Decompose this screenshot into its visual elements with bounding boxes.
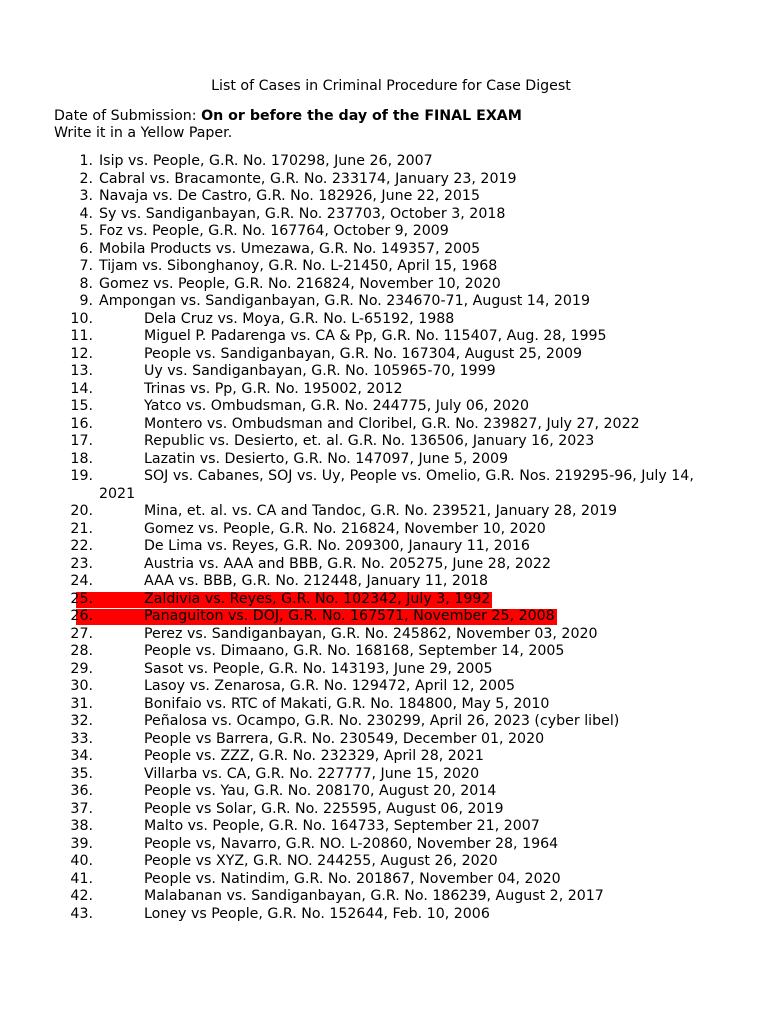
case-citation: People vs Barrera, G.R. No. 230549, December 01, 2020 — [144, 730, 545, 747]
case-item — [0, 171, 768, 189]
case-item — [0, 398, 768, 416]
case-item — [0, 748, 768, 766]
case-item — [0, 258, 768, 276]
case-number: 25. — [70, 590, 93, 607]
case-item — [0, 276, 768, 294]
case-number: 10. — [70, 310, 93, 327]
case-citation: Villarba vs. CA, G.R. No. 227777, June 15, 2020 — [144, 765, 480, 782]
case-number: 37. — [70, 800, 93, 817]
case-number: 5. — [79, 223, 93, 239]
case-item — [0, 468, 768, 503]
case-item — [0, 713, 768, 731]
case-number: 2. — [79, 170, 93, 187]
case-citation: Foz vs. People, G.R. No. 167764, October 9, 2009 — [99, 223, 449, 239]
case-citation: Peñalosa vs. Ocampo, G.R. No. 230299, April 26, 2023 (cyber libel) — [144, 713, 620, 729]
case-number: 24. — [70, 573, 93, 589]
case-number: 27. — [70, 625, 93, 642]
case-citation: Bonifaio vs. RTC of Makati, G.R. No. 184800, May 5, 2010 — [144, 695, 550, 712]
case-citation: Sy vs. Sandiganbayan, G.R. No. 237703, October 3, 2018 — [99, 205, 506, 222]
case-item — [0, 871, 768, 889]
case-item — [0, 328, 768, 346]
case-item — [0, 346, 768, 364]
case-number: 34. — [70, 748, 93, 764]
case-item — [0, 573, 768, 591]
case-number: 17. — [70, 433, 93, 449]
case-number: 39. — [70, 835, 93, 852]
case-item — [0, 363, 768, 381]
case-item — [0, 416, 768, 434]
case-number: 21. — [70, 520, 93, 537]
case-citation: People vs. Yau, G.R. No. 208170, August 20, 2014 — [144, 783, 497, 799]
case-citation: Malabanan vs. Sandiganbayan, G.R. No. 186239, August 2, 2017 — [144, 888, 604, 904]
case-citation: Dela Cruz vs. Moya, G.R. No. L-65192, 1988 — [144, 310, 455, 327]
case-citation: People vs, Navarro, G.R. NO. L-20860, November 28, 1964 — [144, 835, 559, 852]
case-number: 11. — [70, 328, 93, 344]
case-citation: Ampongan vs. Sandiganbayan, G.R. No. 234670-71, August 14, 2019 — [99, 293, 590, 309]
case-item — [0, 661, 768, 679]
case-number: 7. — [79, 258, 93, 274]
case-number: 13. — [70, 363, 93, 379]
case-citation: Republic vs. Desierto, et. al. G.R. No. 136506, January 16, 2023 — [144, 433, 595, 449]
case-citation: Miguel P. Padarenga vs. CA & Pp, G.R. No. 115407, Aug. 28, 1995 — [144, 328, 607, 344]
case-citation: Sasot vs. People, G.R. No. 143193, June 29, 2005 — [144, 660, 493, 677]
case-item — [0, 521, 768, 539]
case-number: 18. — [70, 450, 93, 467]
submission-label: Date of Submission: — [54, 108, 202, 124]
case-number: 26. — [70, 608, 93, 624]
case-list — [0, 153, 768, 923]
case-item — [0, 906, 768, 924]
case-number: 31. — [70, 695, 93, 712]
case-item — [0, 223, 768, 241]
case-citation: Uy vs. Sandiganbayan, G.R. No. 105965-70, 1999 — [144, 363, 496, 379]
case-number: 8. — [79, 275, 93, 292]
case-citation: Cabral vs. Bracamonte, G.R. No. 233174, January 23, 2019 — [99, 170, 517, 187]
case-item — [0, 783, 768, 801]
case-item — [0, 206, 768, 224]
case-item — [0, 591, 768, 609]
case-citation: People vs Solar, G.R. No. 225595, August 06, 2019 — [144, 800, 504, 817]
case-item — [0, 836, 768, 854]
submission-line — [54, 107, 522, 125]
case-citation: Tijam vs. Sibonghanoy, G.R. No. L-21450, April 15, 1968 — [99, 258, 498, 274]
case-item — [0, 731, 768, 749]
case-item — [0, 503, 768, 521]
case-item — [0, 311, 768, 329]
case-citation: Mina, et. al. vs. CA and Tandoc, G.R. No. 239521, January 28, 2019 — [144, 503, 618, 519]
case-item — [0, 853, 768, 871]
case-citation: AAA vs. BBB, G.R. No. 212448, January 11, 2018 — [144, 573, 489, 589]
case-number: 16. — [70, 415, 93, 432]
case-number: 35. — [70, 765, 93, 782]
case-number: 30. — [70, 678, 93, 694]
case-citation: Zaldivia vs. Reyes, G.R. No. 102342, July 3, 1992 — [144, 590, 491, 607]
case-item — [0, 381, 768, 399]
case-citation: People vs. ZZZ, G.R. No. 232329, April 28, 2021 — [144, 748, 484, 764]
case-number: 32. — [70, 713, 93, 729]
case-number: 6. — [79, 240, 93, 257]
case-number: 42. — [70, 888, 93, 904]
case-number: 3. — [79, 188, 93, 204]
case-citation: People vs XYZ, G.R. NO. 244255, August 26, 2020 — [144, 853, 498, 869]
case-number: 1. — [79, 153, 93, 169]
case-item — [0, 801, 768, 819]
case-item — [0, 678, 768, 696]
case-number: 4. — [79, 205, 93, 222]
case-item — [0, 293, 768, 311]
case-citation: Mobila Products vs. Umezawa, G.R. No. 149357, 2005 — [99, 240, 481, 257]
case-number: 14. — [70, 380, 93, 397]
case-citation: Loney vs People, G.R. No. 152644, Feb. 10, 2006 — [144, 905, 490, 922]
submission-deadline: On or before the day of the FINAL EXAM — [201, 108, 522, 124]
case-number: 22. — [70, 538, 93, 554]
case-number: 28. — [70, 643, 93, 659]
case-citation: Panaguiton vs. DOJ, G.R. No. 167571, November 25, 2008 — [144, 608, 555, 624]
case-item — [0, 818, 768, 836]
case-item — [0, 696, 768, 714]
case-citation: Montero vs. Ombudsman and Cloribel, G.R. No. 239827, July 27, 2022 — [144, 415, 640, 432]
case-citation: Isip vs. People, G.R. No. 170298, June 26, 2007 — [99, 153, 433, 169]
case-number: 29. — [70, 660, 93, 677]
case-item — [0, 556, 768, 574]
case-citation: Yatco vs. Ombudsman, G.R. No. 244775, July 06, 2020 — [144, 398, 529, 414]
case-citation: Gomez vs. People, G.R. No. 216824, November 10, 2020 — [99, 275, 501, 292]
case-citation: People vs. Natindim, G.R. No. 201867, November 04, 2020 — [144, 870, 561, 887]
case-number: 9. — [79, 293, 93, 309]
case-citation: Lazatin vs. Desierto, G.R. No. 147097, June 5, 2009 — [144, 450, 509, 467]
case-number: 19. — [70, 468, 93, 484]
case-citation: Lasoy vs. Zenarosa, G.R. No. 129472, April 12, 2005 — [144, 678, 516, 694]
case-citation: SOJ vs. Cabanes, SOJ vs. Uy, People vs. Omelio, G.R. Nos. 219295-96, July 14, — [144, 468, 694, 484]
case-item — [0, 766, 768, 784]
case-item — [0, 626, 768, 644]
case-number: 15. — [70, 398, 93, 414]
submission-instruction: Write it in a Yellow Paper. — [54, 125, 233, 141]
case-item — [0, 241, 768, 259]
case-item — [0, 538, 768, 556]
case-citation: De Lima vs. Reyes, G.R. No. 209300, Janaury 11, 2016 — [144, 538, 530, 554]
case-citation: Navaja vs. De Castro, G.R. No. 182926, June 22, 2015 — [99, 188, 480, 204]
case-number: 20. — [70, 503, 93, 519]
case-number: 33. — [70, 730, 93, 747]
case-number: 12. — [70, 345, 93, 362]
case-number: 23. — [70, 555, 93, 572]
case-number: 43. — [70, 905, 93, 922]
case-citation: Gomez vs. People, G.R. No. 216824, November 10, 2020 — [144, 520, 546, 537]
document-title: List of Cases in Criminal Procedure for Case Digest — [211, 78, 571, 94]
case-item — [0, 888, 768, 906]
case-citation: Trinas vs. Pp, G.R. No. 195002, 2012 — [144, 380, 403, 397]
case-item — [0, 188, 768, 206]
case-item — [0, 433, 768, 451]
case-citation: People vs. Sandiganbayan, G.R. No. 167304, August 25, 2009 — [144, 345, 583, 362]
case-item — [0, 643, 768, 661]
case-citation: Perez vs. Sandiganbayan, G.R. No. 245862, November 03, 2020 — [144, 625, 598, 642]
case-item — [0, 451, 768, 469]
case-number: 41. — [70, 870, 93, 887]
case-number: 36. — [70, 783, 93, 799]
case-citation-continued: 2021 — [99, 485, 136, 502]
case-citation: Austria vs. AAA and BBB, G.R. No. 205275, June 28, 2022 — [144, 555, 551, 572]
case-citation: Malto vs. People, G.R. No. 164733, September 21, 2007 — [144, 818, 540, 834]
case-item — [0, 153, 768, 171]
case-number: 38. — [70, 818, 93, 834]
case-number: 40. — [70, 853, 93, 869]
case-citation: People vs. Dimaano, G.R. No. 168168, September 14, 2005 — [144, 643, 565, 659]
case-item — [0, 608, 768, 626]
